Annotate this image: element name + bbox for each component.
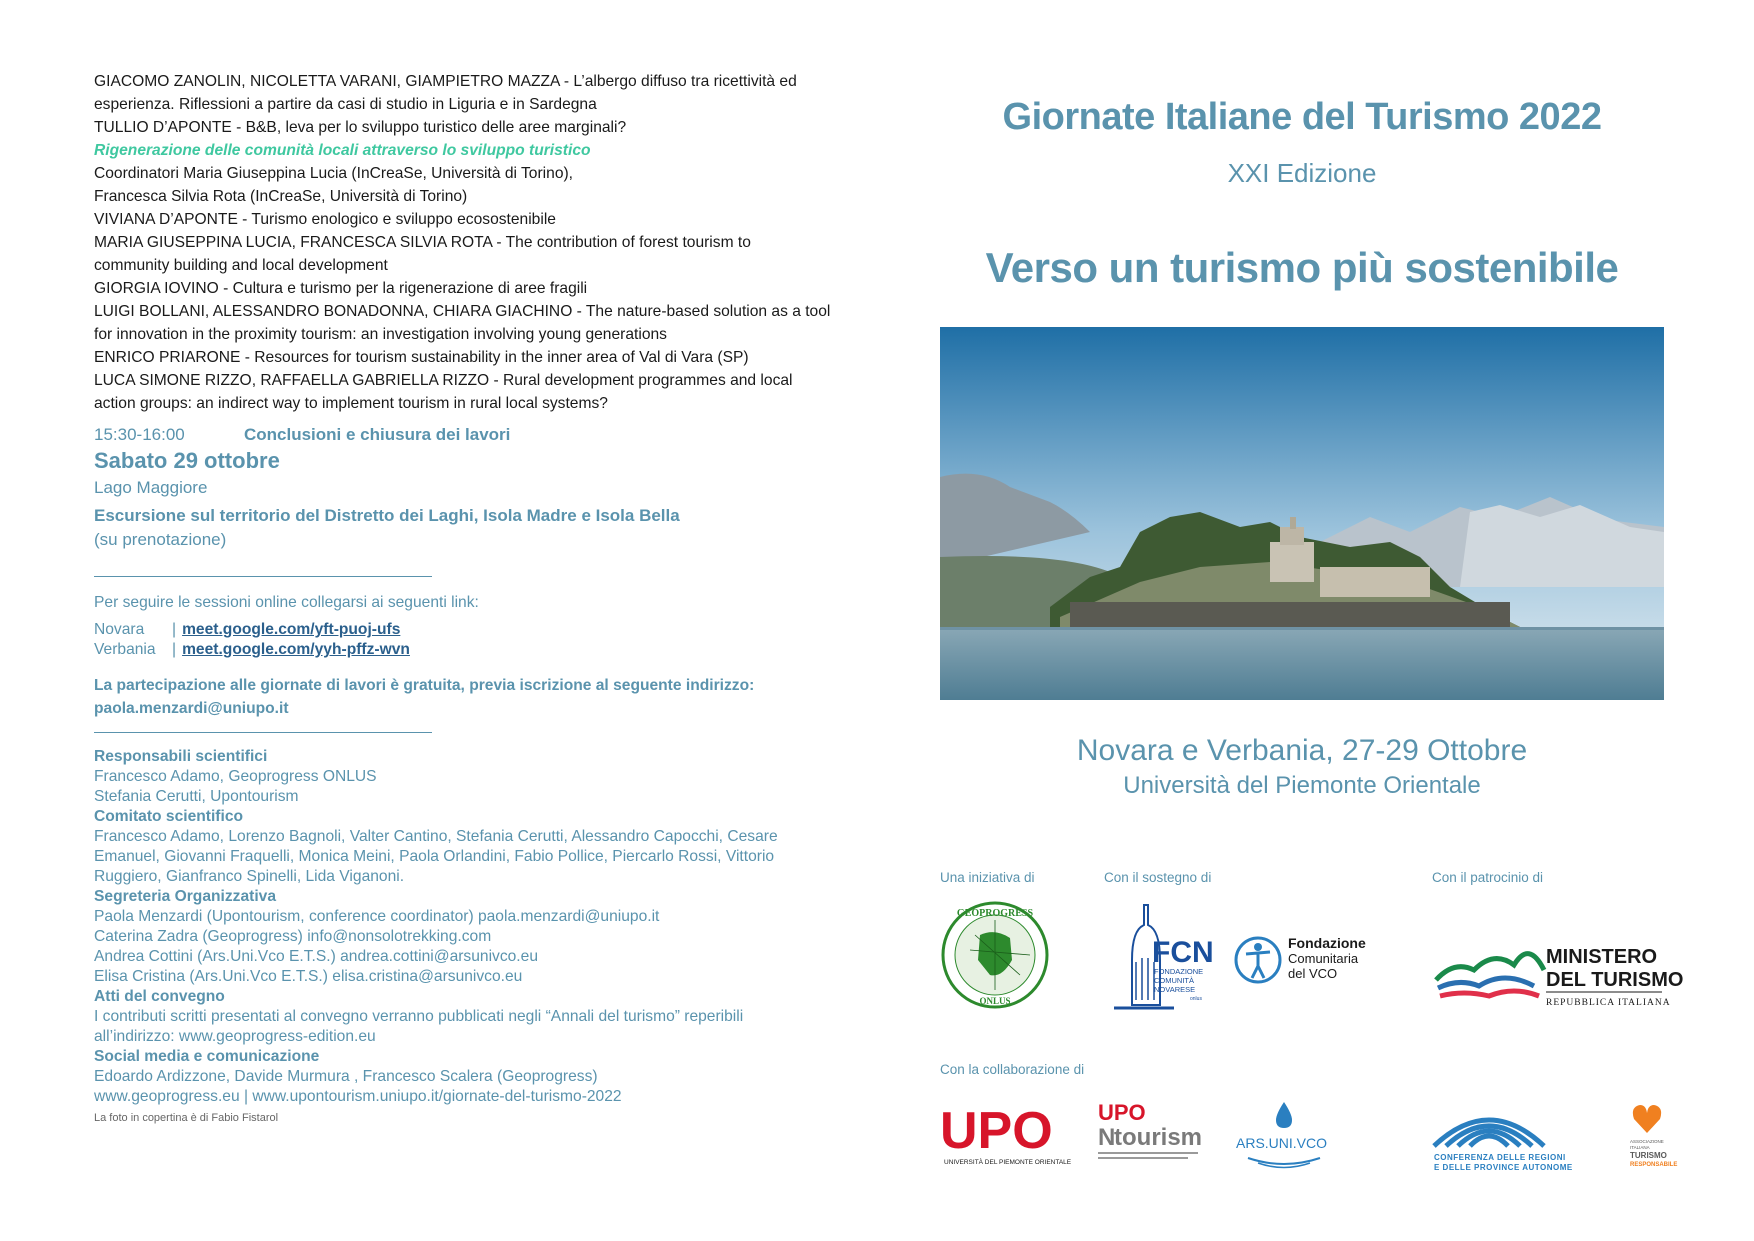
credit-line: Andrea Cottini (Ars.Uni.Vco E.T.S.) andrea.cottini@arsunivco.eu (94, 948, 538, 965)
upontourism-logo (1098, 1100, 1208, 1170)
credit-heading: Segreteria Organizzativa (94, 888, 277, 905)
event-subtitle: Verso un turismo più sostenibile (985, 244, 1619, 291)
logo-text: E DELLE PROVINCE AUTONOME (1434, 1163, 1573, 1172)
arches-icon (1434, 1100, 1614, 1172)
saturday-excursion: Escursione sul territorio del Distretto dei Laghi, Isola Madre e Isola Bella (94, 506, 680, 525)
logo-text: DEL TURISMO (1546, 969, 1684, 991)
logo-text: FCN (1152, 936, 1214, 969)
credit-heading: Social media e comunicazione (94, 1048, 320, 1065)
credit-heading: Comitato scientifico (94, 808, 244, 825)
session-line: VIVIANA D’APONTE - Turismo enologico e sviluppo ecosostenibile (94, 211, 556, 228)
link-city: Novara (94, 621, 145, 638)
fcn-logo (1104, 900, 1214, 1010)
online-intro: Per seguire le sessioni online collegarsi ai seguenti link: (94, 594, 479, 611)
logo-text: UPO (1098, 1100, 1146, 1125)
ministero-turismo-logo (1434, 930, 1684, 1012)
drop-icon (1234, 1100, 1334, 1170)
logo-text: REPUBBLICA ITALIANA (1546, 998, 1671, 1008)
aitr-logo (1630, 1093, 1678, 1173)
logo-text: CONFERENZA DELLE REGIONI (1434, 1153, 1566, 1162)
label-support: Con il sostegno di (1104, 870, 1212, 885)
event-place: Novara e Verbania, 27-29 Ottobre (1076, 734, 1528, 767)
session-line: LUIGI BOLLANI, ALESSANDRO BONADONNA, CHIARA GIACHINO - The nature-based solution as a tool (94, 303, 831, 320)
credit-line: Elisa Cristina (Ars.Uni.Vco E.T.S.) elisa.cristina@arsunivco.eu (94, 968, 523, 985)
photo-credit: La foto in copertina è di Fabio Fistarol (94, 1112, 279, 1124)
session-line: ENRICO PRIARONE - Resources for tourism sustainability in the inner area of Val di Vara (SP) (94, 349, 749, 366)
heart-icon (1630, 1093, 1678, 1173)
credit-line: Caterina Zadra (Geoprogress) info@nonsolotrekking.com (94, 928, 492, 945)
cover-photo (940, 327, 1664, 700)
closing-label: Conclusioni e chiusura dei lavori (244, 425, 511, 444)
saturday-place: Lago Maggiore (94, 478, 208, 497)
label-collaboration: Con la collaborazione di (940, 1062, 1085, 1077)
dome-icon (1104, 900, 1214, 1010)
verbania-meet-link[interactable]: meet.google.com/yyh-pffz-wvn (182, 641, 410, 658)
logo-text: Comunitaria (1288, 951, 1359, 966)
credit-line: Francesco Adamo, Lorenzo Bagnoli, Valter Cantino, Stefania Cerutti, Alessandro Capocchi, Cesare (94, 828, 778, 845)
divider (94, 732, 432, 733)
logo-text: ARS.UNI.VCO (1236, 1135, 1328, 1151)
mountains-icon (1434, 930, 1684, 1012)
credit-heading: Responsabili scientifici (94, 748, 268, 765)
event-university: Università del Piemonte Orientale (1123, 772, 1481, 799)
session-line: Coordinatori Maria Giuseppina Lucia (InCreaSe, Università di Torino), (94, 165, 574, 182)
intro-line: TULLIO D’APONTE - B&B, leva per lo sviluppo turistico delle aree marginali? (94, 119, 627, 136)
participation-text: La partecipazione alle giornate di lavori è gratuita, previa iscrizione al seguente indirizzo: (94, 677, 755, 694)
isola-bella-illustration (940, 327, 1664, 700)
credit-line: Paola Menzardi (Upontourism, conference coordinator) paola.menzardi@uniupo.it (94, 908, 660, 925)
link-city: Verbania (94, 641, 156, 658)
logo-text: NOVARESE (1154, 985, 1196, 994)
saturday-title: Sabato 29 ottobre (94, 448, 280, 473)
logo-text: tourism (1114, 1124, 1203, 1151)
logo-text: del VCO (1288, 966, 1338, 981)
conferenza-regioni-logo (1434, 1100, 1614, 1172)
session-line: Francesca Silvia Rota (InCreaSe, Università di Torino) (94, 188, 468, 205)
credit-heading: Atti del convegno (94, 988, 225, 1005)
link-row-verbania (94, 640, 834, 660)
link-row-novara (94, 620, 834, 640)
event-title: Giornate Italiane del Turismo 2022 (1002, 96, 1602, 138)
upo-logo (940, 1100, 1075, 1170)
logo-text: UNIVERSITÀ DEL PIEMONTE ORIENTALE (944, 1159, 1072, 1166)
logo-text: COMUNITÀ (1154, 976, 1194, 985)
credit-line: Stefania Cerutti, Upontourism (94, 788, 299, 805)
arsunivco-logo (1234, 1100, 1334, 1170)
session-title: Rigenerazione delle comunità locali attraverso lo sviluppo turistico (94, 142, 591, 159)
closing-row (94, 423, 834, 446)
figure-icon (1234, 930, 1384, 990)
logo-text: RESPONSABILE (1630, 1162, 1678, 1168)
label-patronage: Con il patrocinio di (1432, 870, 1544, 885)
logo-text: ITALIANA (1630, 1145, 1650, 1150)
fondazione-vco-logo (1234, 930, 1384, 990)
credit-line: Ruggiero, Gianfranco Spinelli, Lida Viganoni. (94, 868, 405, 885)
logo-text: FONDAZIONE (1154, 967, 1204, 976)
logo-text: ASSOCIAZIONE (1630, 1139, 1664, 1144)
credit-line: Emanuel, Giovanni Fraquelli, Monica Meini, Paola Orlandini, Fabio Pollice, Piercarlo Rossi, Vittorio (94, 848, 775, 865)
session-line: LUCA SIMONE RIZZO, RAFFAELLA GABRIELLA RIZZO - Rural development programmes and local (94, 372, 793, 389)
geoprogress-logo (940, 900, 1050, 1010)
left-column (94, 70, 834, 1130)
participation-email[interactable]: paola.menzardi@uniupo.it (94, 700, 289, 717)
closing-time: 15:30-16:00 (94, 425, 185, 444)
logo-text: TURISMO (1630, 1151, 1667, 1160)
event-edition: XXI Edizione (1227, 158, 1377, 188)
session-line: for innovation in the proximity tourism: an investigation involving young generations (94, 326, 667, 343)
logo-text: onlus (1190, 996, 1202, 1002)
link-sep: | (172, 641, 177, 658)
logo-text: UPO (940, 1102, 1053, 1160)
session-line: action groups: an indirect way to implement tourism in rural local systems? (94, 395, 608, 412)
credit-line: I contributi scritti presentati al convegno verranno pubblicati negli “Annali del turismo” reperibili (94, 1008, 744, 1025)
session-line: MARIA GIUSEPPINA LUCIA, FRANCESCA SILVIA ROTA - The contribution of forest tourism to (94, 234, 751, 251)
logo-text: GEOPROGRESS (956, 908, 1034, 919)
globe-icon (940, 900, 1050, 1010)
logo-text: MINISTERO (1546, 946, 1658, 968)
upo-mark (940, 1100, 1075, 1170)
logo-text: ONLUS (979, 996, 1011, 1006)
credit-line: Edoardo Ardizzone, Davide Murmura , Francesco Scalera (Geoprogress) (94, 1068, 598, 1085)
credits (94, 747, 834, 1107)
session-line: GIORGIA IOVINO - Cultura e turismo per la rigenerazione di aree fragili (94, 280, 588, 297)
credit-line: www.geoprogress.eu | www.upontourism.uniupo.it/giornate-del-turismo-2022 (94, 1088, 622, 1105)
credit-line: all’indirizzo: www.geoprogress-edition.eu (94, 1028, 376, 1045)
saturday-booking: (su prenotazione) (94, 530, 227, 549)
upon-mark (1098, 1100, 1208, 1170)
logo-text: Fondazione (1288, 935, 1366, 951)
divider (94, 576, 432, 577)
label-initiative: Una iniziativa di (940, 870, 1035, 885)
intro-line: GIACOMO ZANOLIN, NICOLETTA VARANI, GIAMPIETRO MAZZA - L’albergo diffuso tra ricettività ed (94, 73, 797, 90)
novara-meet-link[interactable]: meet.google.com/yft-puoj-ufs (182, 621, 401, 638)
session-line: community building and local development (94, 257, 388, 274)
credit-line: Francesco Adamo, Geoprogress ONLUS (94, 768, 377, 785)
link-sep: | (172, 621, 177, 638)
logo-text: N (1098, 1124, 1116, 1151)
intro-line: esperienza. Riflessioni a partire da casi di studio in Liguria e in Sardegna (94, 96, 597, 113)
